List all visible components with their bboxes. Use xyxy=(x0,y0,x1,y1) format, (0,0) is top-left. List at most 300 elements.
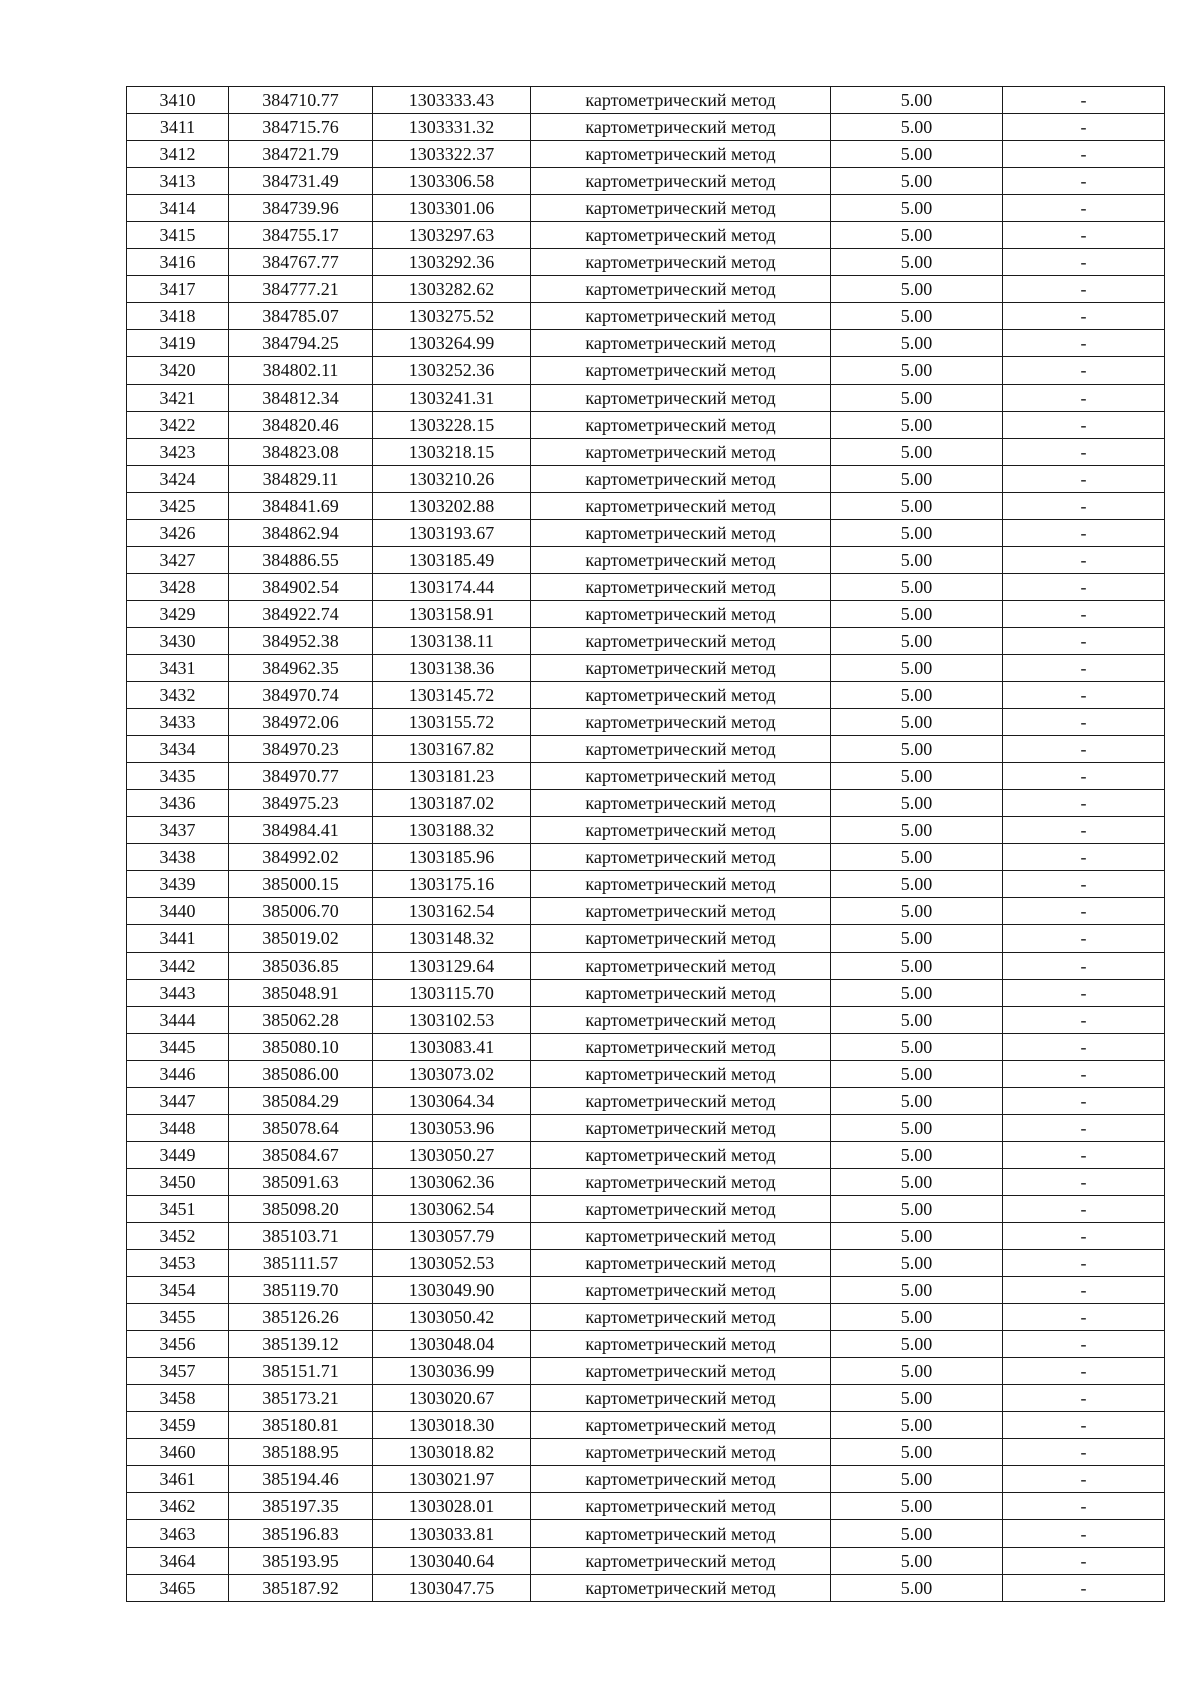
table-row xyxy=(127,1168,1165,1195)
y-coordinate-cell: 1303264.99 xyxy=(373,330,531,357)
note-cell: - xyxy=(1003,1195,1165,1222)
note-cell: - xyxy=(1003,600,1165,627)
method-cell: картометрический метод xyxy=(531,1574,831,1601)
table-row xyxy=(127,1439,1165,1466)
y-coordinate-cell: 1303218.15 xyxy=(373,438,531,465)
y-coordinate-cell: 1303228.15 xyxy=(373,411,531,438)
x-coordinate-cell: 384886.55 xyxy=(229,546,373,573)
accuracy-cell: 5.00 xyxy=(831,1277,1003,1304)
accuracy-cell: 5.00 xyxy=(831,925,1003,952)
note-cell: - xyxy=(1003,790,1165,817)
method-cell: картометрический метод xyxy=(531,763,831,790)
note-cell: - xyxy=(1003,1466,1165,1493)
x-coordinate-cell: 385091.63 xyxy=(229,1168,373,1195)
accuracy-cell: 5.00 xyxy=(831,654,1003,681)
table-row xyxy=(127,438,1165,465)
point-number-cell: 3412 xyxy=(127,141,229,168)
accuracy-cell: 5.00 xyxy=(831,763,1003,790)
table-row xyxy=(127,979,1165,1006)
point-number-cell: 3421 xyxy=(127,384,229,411)
point-number-cell: 3431 xyxy=(127,654,229,681)
y-coordinate-cell: 1303187.02 xyxy=(373,790,531,817)
table-row xyxy=(127,1331,1165,1358)
y-coordinate-cell: 1303301.06 xyxy=(373,195,531,222)
note-cell: - xyxy=(1003,1033,1165,1060)
accuracy-cell: 5.00 xyxy=(831,222,1003,249)
accuracy-cell: 5.00 xyxy=(831,1520,1003,1547)
method-cell: картометрический метод xyxy=(531,1466,831,1493)
method-cell: картометрический метод xyxy=(531,1358,831,1385)
note-cell: - xyxy=(1003,384,1165,411)
method-cell: картометрический метод xyxy=(531,1195,831,1222)
table-row xyxy=(127,1277,1165,1304)
note-cell: - xyxy=(1003,492,1165,519)
method-cell: картометрический метод xyxy=(531,898,831,925)
table-row xyxy=(127,600,1165,627)
table-row xyxy=(127,546,1165,573)
y-coordinate-cell: 1303047.75 xyxy=(373,1574,531,1601)
table-row xyxy=(127,303,1165,330)
method-cell: картометрический метод xyxy=(531,736,831,763)
y-coordinate-cell: 1303297.63 xyxy=(373,222,531,249)
method-cell: картометрический метод xyxy=(531,1222,831,1249)
method-cell: картометрический метод xyxy=(531,682,831,709)
table-row xyxy=(127,87,1165,114)
x-coordinate-cell: 385197.35 xyxy=(229,1493,373,1520)
method-cell: картометрический метод xyxy=(531,222,831,249)
point-number-cell: 3442 xyxy=(127,952,229,979)
method-cell: картометрический метод xyxy=(531,1033,831,1060)
method-cell: картометрический метод xyxy=(531,844,831,871)
accuracy-cell: 5.00 xyxy=(831,195,1003,222)
method-cell: картометрический метод xyxy=(531,411,831,438)
table-row xyxy=(127,411,1165,438)
y-coordinate-cell: 1303073.02 xyxy=(373,1060,531,1087)
accuracy-cell: 5.00 xyxy=(831,546,1003,573)
note-cell: - xyxy=(1003,276,1165,303)
x-coordinate-cell: 384785.07 xyxy=(229,303,373,330)
accuracy-cell: 5.00 xyxy=(831,1385,1003,1412)
y-coordinate-cell: 1303331.32 xyxy=(373,114,531,141)
note-cell: - xyxy=(1003,438,1165,465)
point-number-cell: 3449 xyxy=(127,1141,229,1168)
y-coordinate-cell: 1303167.82 xyxy=(373,736,531,763)
x-coordinate-cell: 385119.70 xyxy=(229,1277,373,1304)
x-coordinate-cell: 385188.95 xyxy=(229,1439,373,1466)
method-cell: картометрический метод xyxy=(531,141,831,168)
accuracy-cell: 5.00 xyxy=(831,1060,1003,1087)
x-coordinate-cell: 384739.96 xyxy=(229,195,373,222)
point-number-cell: 3417 xyxy=(127,276,229,303)
method-cell: картометрический метод xyxy=(531,1168,831,1195)
y-coordinate-cell: 1303033.81 xyxy=(373,1520,531,1547)
accuracy-cell: 5.00 xyxy=(831,1141,1003,1168)
point-number-cell: 3460 xyxy=(127,1439,229,1466)
x-coordinate-cell: 384820.46 xyxy=(229,411,373,438)
method-cell: картометрический метод xyxy=(531,438,831,465)
y-coordinate-cell: 1303241.31 xyxy=(373,384,531,411)
table-row xyxy=(127,1520,1165,1547)
note-cell: - xyxy=(1003,682,1165,709)
x-coordinate-cell: 385103.71 xyxy=(229,1222,373,1249)
table-row xyxy=(127,276,1165,303)
point-number-cell: 3420 xyxy=(127,357,229,384)
y-coordinate-cell: 1303138.11 xyxy=(373,627,531,654)
y-coordinate-cell: 1303020.67 xyxy=(373,1385,531,1412)
accuracy-cell: 5.00 xyxy=(831,1547,1003,1574)
y-coordinate-cell: 1303083.41 xyxy=(373,1033,531,1060)
x-coordinate-cell: 384992.02 xyxy=(229,844,373,871)
note-cell: - xyxy=(1003,1520,1165,1547)
method-cell: картометрический метод xyxy=(531,546,831,573)
point-number-cell: 3441 xyxy=(127,925,229,952)
x-coordinate-cell: 385151.71 xyxy=(229,1358,373,1385)
y-coordinate-cell: 1303275.52 xyxy=(373,303,531,330)
x-coordinate-cell: 385086.00 xyxy=(229,1060,373,1087)
table-row xyxy=(127,654,1165,681)
accuracy-cell: 5.00 xyxy=(831,1439,1003,1466)
x-coordinate-cell: 385187.92 xyxy=(229,1574,373,1601)
note-cell: - xyxy=(1003,1006,1165,1033)
note-cell: - xyxy=(1003,1385,1165,1412)
point-number-cell: 3432 xyxy=(127,682,229,709)
point-number-cell: 3425 xyxy=(127,492,229,519)
accuracy-cell: 5.00 xyxy=(831,492,1003,519)
point-number-cell: 3438 xyxy=(127,844,229,871)
method-cell: картометрический метод xyxy=(531,1141,831,1168)
table-row xyxy=(127,222,1165,249)
y-coordinate-cell: 1303282.62 xyxy=(373,276,531,303)
y-coordinate-cell: 1303040.64 xyxy=(373,1547,531,1574)
accuracy-cell: 5.00 xyxy=(831,1466,1003,1493)
table-row xyxy=(127,195,1165,222)
x-coordinate-cell: 384841.69 xyxy=(229,492,373,519)
accuracy-cell: 5.00 xyxy=(831,1222,1003,1249)
point-number-cell: 3433 xyxy=(127,709,229,736)
point-number-cell: 3450 xyxy=(127,1168,229,1195)
point-number-cell: 3410 xyxy=(127,87,229,114)
note-cell: - xyxy=(1003,1087,1165,1114)
method-cell: картометрический метод xyxy=(531,519,831,546)
note-cell: - xyxy=(1003,925,1165,952)
note-cell: - xyxy=(1003,1114,1165,1141)
x-coordinate-cell: 384984.41 xyxy=(229,817,373,844)
x-coordinate-cell: 384767.77 xyxy=(229,249,373,276)
point-number-cell: 3429 xyxy=(127,600,229,627)
accuracy-cell: 5.00 xyxy=(831,979,1003,1006)
table-row xyxy=(127,1547,1165,1574)
note-cell: - xyxy=(1003,249,1165,276)
x-coordinate-cell: 384902.54 xyxy=(229,573,373,600)
accuracy-cell: 5.00 xyxy=(831,573,1003,600)
y-coordinate-cell: 1303185.96 xyxy=(373,844,531,871)
x-coordinate-cell: 384823.08 xyxy=(229,438,373,465)
point-number-cell: 3465 xyxy=(127,1574,229,1601)
method-cell: картометрический метод xyxy=(531,195,831,222)
accuracy-cell: 5.00 xyxy=(831,1033,1003,1060)
note-cell: - xyxy=(1003,736,1165,763)
x-coordinate-cell: 385084.29 xyxy=(229,1087,373,1114)
point-number-cell: 3440 xyxy=(127,898,229,925)
note-cell: - xyxy=(1003,898,1165,925)
x-coordinate-cell: 384970.77 xyxy=(229,763,373,790)
accuracy-cell: 5.00 xyxy=(831,844,1003,871)
table-row xyxy=(127,249,1165,276)
x-coordinate-cell: 384755.17 xyxy=(229,222,373,249)
accuracy-cell: 5.00 xyxy=(831,1250,1003,1277)
y-coordinate-cell: 1303292.36 xyxy=(373,249,531,276)
x-coordinate-cell: 385180.81 xyxy=(229,1412,373,1439)
note-cell: - xyxy=(1003,1493,1165,1520)
method-cell: картометрический метод xyxy=(531,790,831,817)
method-cell: картометрический метод xyxy=(531,357,831,384)
y-coordinate-cell: 1303018.30 xyxy=(373,1412,531,1439)
accuracy-cell: 5.00 xyxy=(831,1087,1003,1114)
method-cell: картометрический метод xyxy=(531,330,831,357)
y-coordinate-cell: 1303052.53 xyxy=(373,1250,531,1277)
accuracy-cell: 5.00 xyxy=(831,736,1003,763)
note-cell: - xyxy=(1003,627,1165,654)
x-coordinate-cell: 384975.23 xyxy=(229,790,373,817)
accuracy-cell: 5.00 xyxy=(831,898,1003,925)
y-coordinate-cell: 1303185.49 xyxy=(373,546,531,573)
method-cell: картометрический метод xyxy=(531,1250,831,1277)
table-row xyxy=(127,384,1165,411)
y-coordinate-cell: 1303322.37 xyxy=(373,141,531,168)
y-coordinate-cell: 1303048.04 xyxy=(373,1331,531,1358)
method-cell: картометрический метод xyxy=(531,627,831,654)
method-cell: картометрический метод xyxy=(531,573,831,600)
point-number-cell: 3448 xyxy=(127,1114,229,1141)
x-coordinate-cell: 385193.95 xyxy=(229,1547,373,1574)
point-number-cell: 3458 xyxy=(127,1385,229,1412)
point-number-cell: 3419 xyxy=(127,330,229,357)
y-coordinate-cell: 1303057.79 xyxy=(373,1222,531,1249)
table-row xyxy=(127,952,1165,979)
note-cell: - xyxy=(1003,573,1165,600)
y-coordinate-cell: 1303333.43 xyxy=(373,87,531,114)
accuracy-cell: 5.00 xyxy=(831,1574,1003,1601)
point-number-cell: 3439 xyxy=(127,871,229,898)
note-cell: - xyxy=(1003,654,1165,681)
accuracy-cell: 5.00 xyxy=(831,438,1003,465)
method-cell: картометрический метод xyxy=(531,871,831,898)
method-cell: картометрический метод xyxy=(531,1006,831,1033)
point-number-cell: 3447 xyxy=(127,1087,229,1114)
y-coordinate-cell: 1303049.90 xyxy=(373,1277,531,1304)
note-cell: - xyxy=(1003,114,1165,141)
table-row xyxy=(127,330,1165,357)
accuracy-cell: 5.00 xyxy=(831,357,1003,384)
point-number-cell: 3430 xyxy=(127,627,229,654)
method-cell: картометрический метод xyxy=(531,1520,831,1547)
x-coordinate-cell: 385080.10 xyxy=(229,1033,373,1060)
method-cell: картометрический метод xyxy=(531,654,831,681)
point-number-cell: 3464 xyxy=(127,1547,229,1574)
note-cell: - xyxy=(1003,1222,1165,1249)
point-number-cell: 3423 xyxy=(127,438,229,465)
y-coordinate-cell: 1303145.72 xyxy=(373,682,531,709)
x-coordinate-cell: 384802.11 xyxy=(229,357,373,384)
y-coordinate-cell: 1303158.91 xyxy=(373,600,531,627)
table-row xyxy=(127,925,1165,952)
table-row xyxy=(127,844,1165,871)
table-row xyxy=(127,1141,1165,1168)
table-row xyxy=(127,1222,1165,1249)
x-coordinate-cell: 385019.02 xyxy=(229,925,373,952)
method-cell: картометрический метод xyxy=(531,1331,831,1358)
x-coordinate-cell: 385139.12 xyxy=(229,1331,373,1358)
x-coordinate-cell: 384731.49 xyxy=(229,168,373,195)
note-cell: - xyxy=(1003,1358,1165,1385)
note-cell: - xyxy=(1003,871,1165,898)
point-number-cell: 3459 xyxy=(127,1412,229,1439)
method-cell: картометрический метод xyxy=(531,168,831,195)
x-coordinate-cell: 385078.64 xyxy=(229,1114,373,1141)
y-coordinate-cell: 1303129.64 xyxy=(373,952,531,979)
x-coordinate-cell: 384952.38 xyxy=(229,627,373,654)
note-cell: - xyxy=(1003,411,1165,438)
y-coordinate-cell: 1303050.27 xyxy=(373,1141,531,1168)
point-number-cell: 3426 xyxy=(127,519,229,546)
method-cell: картометрический метод xyxy=(531,925,831,952)
point-number-cell: 3411 xyxy=(127,114,229,141)
y-coordinate-cell: 1303155.72 xyxy=(373,709,531,736)
method-cell: картометрический метод xyxy=(531,817,831,844)
y-coordinate-cell: 1303102.53 xyxy=(373,1006,531,1033)
y-coordinate-cell: 1303162.54 xyxy=(373,898,531,925)
y-coordinate-cell: 1303181.23 xyxy=(373,763,531,790)
method-cell: картометрический метод xyxy=(531,600,831,627)
point-number-cell: 3422 xyxy=(127,411,229,438)
x-coordinate-cell: 385098.20 xyxy=(229,1195,373,1222)
table-row xyxy=(127,114,1165,141)
method-cell: картометрический метод xyxy=(531,249,831,276)
table-row xyxy=(127,736,1165,763)
accuracy-cell: 5.00 xyxy=(831,1006,1003,1033)
point-number-cell: 3418 xyxy=(127,303,229,330)
y-coordinate-cell: 1303138.36 xyxy=(373,654,531,681)
accuracy-cell: 5.00 xyxy=(831,330,1003,357)
accuracy-cell: 5.00 xyxy=(831,1412,1003,1439)
table-row xyxy=(127,1087,1165,1114)
y-coordinate-cell: 1303115.70 xyxy=(373,979,531,1006)
x-coordinate-cell: 385036.85 xyxy=(229,952,373,979)
accuracy-cell: 5.00 xyxy=(831,709,1003,736)
accuracy-cell: 5.00 xyxy=(831,1493,1003,1520)
note-cell: - xyxy=(1003,844,1165,871)
point-number-cell: 3461 xyxy=(127,1466,229,1493)
point-number-cell: 3462 xyxy=(127,1493,229,1520)
method-cell: картометрический метод xyxy=(531,952,831,979)
x-coordinate-cell: 384812.34 xyxy=(229,384,373,411)
y-coordinate-cell: 1303053.96 xyxy=(373,1114,531,1141)
accuracy-cell: 5.00 xyxy=(831,600,1003,627)
x-coordinate-cell: 384962.35 xyxy=(229,654,373,681)
method-cell: картометрический метод xyxy=(531,709,831,736)
y-coordinate-cell: 1303306.58 xyxy=(373,168,531,195)
x-coordinate-cell: 385194.46 xyxy=(229,1466,373,1493)
table-row xyxy=(127,141,1165,168)
note-cell: - xyxy=(1003,1277,1165,1304)
accuracy-cell: 5.00 xyxy=(831,952,1003,979)
method-cell: картометрический метод xyxy=(531,87,831,114)
x-coordinate-cell: 384862.94 xyxy=(229,519,373,546)
y-coordinate-cell: 1303174.44 xyxy=(373,573,531,600)
accuracy-cell: 5.00 xyxy=(831,87,1003,114)
point-number-cell: 3452 xyxy=(127,1222,229,1249)
method-cell: картометрический метод xyxy=(531,1304,831,1331)
accuracy-cell: 5.00 xyxy=(831,790,1003,817)
x-coordinate-cell: 385126.26 xyxy=(229,1304,373,1331)
y-coordinate-cell: 1303193.67 xyxy=(373,519,531,546)
table-row xyxy=(127,682,1165,709)
point-number-cell: 3435 xyxy=(127,763,229,790)
table-row xyxy=(127,1466,1165,1493)
point-number-cell: 3453 xyxy=(127,1250,229,1277)
accuracy-cell: 5.00 xyxy=(831,1358,1003,1385)
accuracy-cell: 5.00 xyxy=(831,1331,1003,1358)
table-row xyxy=(127,1006,1165,1033)
method-cell: картометрический метод xyxy=(531,384,831,411)
x-coordinate-cell: 385000.15 xyxy=(229,871,373,898)
table-row xyxy=(127,1250,1165,1277)
y-coordinate-cell: 1303028.01 xyxy=(373,1493,531,1520)
point-number-cell: 3457 xyxy=(127,1358,229,1385)
note-cell: - xyxy=(1003,979,1165,1006)
accuracy-cell: 5.00 xyxy=(831,682,1003,709)
accuracy-cell: 5.00 xyxy=(831,1114,1003,1141)
method-cell: картометрический метод xyxy=(531,303,831,330)
table-row xyxy=(127,357,1165,384)
point-number-cell: 3424 xyxy=(127,465,229,492)
table-row xyxy=(127,763,1165,790)
method-cell: картометрический метод xyxy=(531,114,831,141)
method-cell: картометрический метод xyxy=(531,492,831,519)
y-coordinate-cell: 1303210.26 xyxy=(373,465,531,492)
method-cell: картометрический метод xyxy=(531,276,831,303)
note-cell: - xyxy=(1003,1250,1165,1277)
note-cell: - xyxy=(1003,1412,1165,1439)
x-coordinate-cell: 385062.28 xyxy=(229,1006,373,1033)
accuracy-cell: 5.00 xyxy=(831,303,1003,330)
table-row xyxy=(127,1195,1165,1222)
accuracy-cell: 5.00 xyxy=(831,168,1003,195)
table-row xyxy=(127,709,1165,736)
note-cell: - xyxy=(1003,817,1165,844)
point-number-cell: 3456 xyxy=(127,1331,229,1358)
x-coordinate-cell: 385048.91 xyxy=(229,979,373,1006)
note-cell: - xyxy=(1003,1141,1165,1168)
note-cell: - xyxy=(1003,1547,1165,1574)
x-coordinate-cell: 384922.74 xyxy=(229,600,373,627)
coordinates-table xyxy=(126,86,1165,1602)
point-number-cell: 3427 xyxy=(127,546,229,573)
y-coordinate-cell: 1303018.82 xyxy=(373,1439,531,1466)
y-coordinate-cell: 1303148.32 xyxy=(373,925,531,952)
point-number-cell: 3437 xyxy=(127,817,229,844)
point-number-cell: 3443 xyxy=(127,979,229,1006)
note-cell: - xyxy=(1003,546,1165,573)
note-cell: - xyxy=(1003,763,1165,790)
note-cell: - xyxy=(1003,357,1165,384)
point-number-cell: 3413 xyxy=(127,168,229,195)
table-row xyxy=(127,1493,1165,1520)
point-number-cell: 3428 xyxy=(127,573,229,600)
x-coordinate-cell: 384972.06 xyxy=(229,709,373,736)
note-cell: - xyxy=(1003,465,1165,492)
method-cell: картометрический метод xyxy=(531,1412,831,1439)
